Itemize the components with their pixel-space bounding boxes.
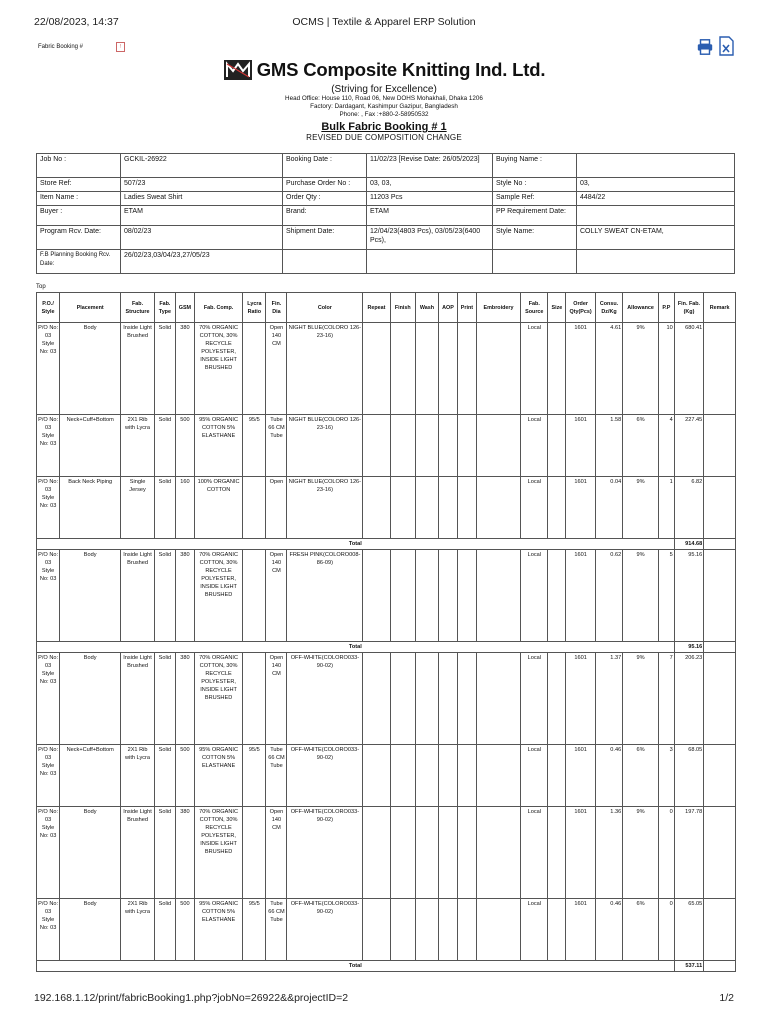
print-cell bbox=[457, 323, 476, 415]
wash-cell bbox=[415, 550, 438, 642]
fin-fab-cell: 206.23 bbox=[674, 653, 703, 745]
factory-address: Factory: Dardagant, Kashimpur Gazipur, Bangladesh bbox=[310, 103, 458, 110]
buying-name-value bbox=[577, 154, 735, 178]
repeat-cell bbox=[363, 653, 390, 745]
total-value: 537.11 bbox=[674, 961, 703, 972]
remark-cell bbox=[704, 477, 736, 539]
pp-requirement-label: PP Requirement Date: bbox=[493, 206, 577, 226]
fin-dia-cell: Tube 66 CM Tube bbox=[266, 745, 287, 807]
order-qty-cell: 1601 bbox=[566, 653, 595, 745]
store-ref-value: 507/23 bbox=[121, 178, 283, 192]
table-header-row bbox=[37, 293, 736, 323]
pp-cell: 3 bbox=[658, 745, 674, 807]
column-header: Lycra Ratio bbox=[243, 293, 266, 323]
phone-fax: Phone: , Fax :+880-2-58950532 bbox=[339, 111, 429, 118]
allowance-cell: 6% bbox=[623, 899, 659, 961]
gsm-cell: 380 bbox=[175, 323, 194, 415]
po-style-cell: P/O No: 03 Style No: 03 bbox=[37, 899, 60, 961]
fab-structure-cell: Inside Light Brushed bbox=[121, 323, 155, 415]
booking-date-value: 11/02/23 [Revise Date: 26/05/2023] bbox=[367, 154, 493, 178]
column-header: P.O./ Style bbox=[37, 293, 60, 323]
allowance-cell: 9% bbox=[623, 477, 659, 539]
repeat-cell bbox=[363, 745, 390, 807]
fab-source-cell: Local bbox=[521, 415, 548, 477]
buyer-value: ETAM bbox=[121, 206, 283, 226]
column-header: Finish bbox=[390, 293, 415, 323]
column-header: Fab. Structure bbox=[121, 293, 155, 323]
fb-planning-label: F.B Planning Booking Rcv. Date: bbox=[37, 250, 121, 274]
table-row bbox=[37, 899, 736, 961]
order-qty-cell: 1601 bbox=[566, 745, 595, 807]
aop-cell bbox=[439, 745, 458, 807]
print-cell bbox=[457, 415, 476, 477]
remark-cell bbox=[704, 653, 736, 745]
color-cell: NIGHT BLUE(COLORO 126-23-16) bbox=[287, 323, 363, 415]
item-name-label: Item Name : bbox=[37, 192, 121, 206]
style-no-label: Style No : bbox=[493, 178, 577, 192]
fin-dia-cell: Open bbox=[266, 477, 287, 539]
buying-name-label: Buying Name : bbox=[493, 154, 577, 178]
table-row bbox=[37, 807, 736, 899]
fab-structure-cell: 2X1 Rib with Lycra bbox=[121, 415, 155, 477]
empty-cell bbox=[283, 250, 367, 274]
column-header: GSM bbox=[175, 293, 194, 323]
print-cell bbox=[457, 653, 476, 745]
placement-cell: Neck+Cuff+Bottom bbox=[60, 745, 121, 807]
remark-cell bbox=[704, 745, 736, 807]
remark-cell bbox=[704, 961, 736, 972]
embroidery-cell bbox=[476, 807, 520, 899]
embroidery-cell bbox=[476, 745, 520, 807]
excel-icon[interactable] bbox=[718, 36, 734, 56]
finish-cell bbox=[390, 653, 415, 745]
wash-cell bbox=[415, 807, 438, 899]
program-rcv-label: Program Rcv. Date: bbox=[37, 226, 121, 250]
consumption-cell: 4.61 bbox=[595, 323, 622, 415]
repeat-cell bbox=[363, 899, 390, 961]
fab-source-cell: Local bbox=[521, 653, 548, 745]
fin-dia-cell: Open 140 CM bbox=[266, 807, 287, 899]
consumption-cell: 1.37 bbox=[595, 653, 622, 745]
fin-fab-cell: 95.16 bbox=[674, 550, 703, 642]
allowance-cell: 9% bbox=[623, 807, 659, 899]
table-row bbox=[37, 653, 736, 745]
gsm-cell: 500 bbox=[175, 899, 194, 961]
gsm-cell: 160 bbox=[175, 477, 194, 539]
column-header: AOP bbox=[439, 293, 458, 323]
po-style-cell: P/O No: 03 Style No: 03 bbox=[37, 415, 60, 477]
total-label: Total bbox=[37, 539, 675, 550]
total-label: Total bbox=[37, 642, 675, 653]
lycra-ratio-cell bbox=[243, 653, 266, 745]
store-ref-label: Store Ref: bbox=[37, 178, 121, 192]
repeat-cell bbox=[363, 323, 390, 415]
print-cell bbox=[457, 745, 476, 807]
fin-fab-cell: 65.05 bbox=[674, 899, 703, 961]
column-header: Size bbox=[548, 293, 566, 323]
shipment-date-label: Shipment Date: bbox=[283, 226, 367, 250]
aop-cell bbox=[439, 415, 458, 477]
consumption-cell: 1.58 bbox=[595, 415, 622, 477]
fab-type-cell: Solid bbox=[154, 415, 175, 477]
fab-source-cell: Local bbox=[521, 477, 548, 539]
column-header: Repeat bbox=[363, 293, 390, 323]
order-qty-cell: 1601 bbox=[566, 415, 595, 477]
embroidery-cell bbox=[476, 415, 520, 477]
column-header: Embroidery bbox=[476, 293, 520, 323]
consumption-cell: 0.46 bbox=[595, 899, 622, 961]
column-header: Fab. Type bbox=[154, 293, 175, 323]
finish-cell bbox=[390, 550, 415, 642]
repeat-cell bbox=[363, 415, 390, 477]
head-office-address: Head Office: House 110, Road 06, New DOHS Mohakhali, Dhaka 1206 bbox=[285, 95, 483, 102]
style-no-value: 03, bbox=[577, 178, 735, 192]
group-total-row bbox=[37, 539, 736, 550]
fab-type-cell: Solid bbox=[154, 323, 175, 415]
fin-fab-cell: 680.41 bbox=[674, 323, 703, 415]
size-cell bbox=[548, 653, 566, 745]
print-page-title: OCMS | Textile & Apparel ERP Solution bbox=[292, 16, 476, 28]
po-style-cell: P/O No: 03 Style No: 03 bbox=[37, 653, 60, 745]
po-style-cell: P/O No: 03 Style No: 03 bbox=[37, 807, 60, 899]
embroidery-cell bbox=[476, 477, 520, 539]
sample-ref-value: 4484/22 bbox=[577, 192, 735, 206]
column-header: Print bbox=[457, 293, 476, 323]
color-cell: FRESH PINK(COLORO008-86-09) bbox=[287, 550, 363, 642]
consumption-cell: 0.62 bbox=[595, 550, 622, 642]
remark-cell bbox=[704, 550, 736, 642]
size-cell bbox=[548, 807, 566, 899]
color-cell: OFF-WHITE(COLORO033-90-02) bbox=[287, 745, 363, 807]
brand-label: Brand: bbox=[283, 206, 367, 226]
column-header: Consu. Dz/Kg bbox=[595, 293, 622, 323]
fab-comp-cell: 100% ORGANIC COTTON bbox=[194, 477, 242, 539]
wash-cell bbox=[415, 653, 438, 745]
gsm-cell: 380 bbox=[175, 550, 194, 642]
print-page-number: 1/2 bbox=[719, 992, 734, 1004]
finish-cell bbox=[390, 415, 415, 477]
table-row bbox=[37, 745, 736, 807]
gsm-cell: 500 bbox=[175, 745, 194, 807]
booking-title: Bulk Fabric Booking # 1 bbox=[321, 121, 447, 133]
fab-type-cell: Solid bbox=[154, 745, 175, 807]
fin-dia-cell: Tube 66 CM Tube bbox=[266, 899, 287, 961]
column-header: P.P bbox=[658, 293, 674, 323]
aop-cell bbox=[439, 899, 458, 961]
fab-comp-cell: 70% ORGANIC COTTON, 30% RECYCLE POLYESTER, INSIDE LIGHT BRUSHED bbox=[194, 550, 242, 642]
aop-cell bbox=[439, 477, 458, 539]
consumption-cell: 1.36 bbox=[595, 807, 622, 899]
repeat-cell bbox=[363, 550, 390, 642]
placement-cell: Body bbox=[60, 807, 121, 899]
allowance-cell: 6% bbox=[623, 745, 659, 807]
pp-cell: 0 bbox=[658, 807, 674, 899]
remark-cell bbox=[704, 415, 736, 477]
color-cell: NIGHT BLUE(COLORO 126-23-16) bbox=[287, 415, 363, 477]
booking-info-table bbox=[36, 153, 735, 274]
color-cell: OFF-WHITE(COLORO033-90-02) bbox=[287, 653, 363, 745]
fab-source-cell: Local bbox=[521, 899, 548, 961]
company-header bbox=[0, 58, 768, 142]
fab-structure-cell: 2X1 Rib with Lycra bbox=[121, 745, 155, 807]
wash-cell bbox=[415, 477, 438, 539]
placement-cell: Neck+Cuff+Bottom bbox=[60, 415, 121, 477]
fin-dia-cell: Open 140 CM bbox=[266, 323, 287, 415]
po-style-cell: P/O No: 03 Style No: 03 bbox=[37, 745, 60, 807]
fin-dia-cell: Tube 66 CM Tube bbox=[266, 415, 287, 477]
finish-cell bbox=[390, 899, 415, 961]
pp-cell: 0 bbox=[658, 899, 674, 961]
fab-comp-cell: 70% ORGANIC COTTON, 30% RECYCLE POLYESTER, INSIDE LIGHT BRUSHED bbox=[194, 323, 242, 415]
po-no-value: 03, 03, bbox=[367, 178, 493, 192]
remark-cell bbox=[704, 899, 736, 961]
total-value: 95.16 bbox=[674, 642, 703, 653]
column-header: Order Qty(Pcs) bbox=[566, 293, 595, 323]
wash-cell bbox=[415, 899, 438, 961]
lycra-ratio-cell bbox=[243, 807, 266, 899]
lycra-ratio-cell bbox=[243, 550, 266, 642]
finish-cell bbox=[390, 477, 415, 539]
column-header: Fab. Comp. bbox=[194, 293, 242, 323]
po-style-cell: P/O No: 03 Style No: 03 bbox=[37, 550, 60, 642]
remark-cell bbox=[704, 807, 736, 899]
fab-comp-cell: 95% ORGANIC COTTON 5% ELASTHANE bbox=[194, 745, 242, 807]
size-cell bbox=[548, 899, 566, 961]
embroidery-cell bbox=[476, 899, 520, 961]
order-qty-cell: 1601 bbox=[566, 550, 595, 642]
repeat-cell bbox=[363, 477, 390, 539]
allowance-cell: 9% bbox=[623, 323, 659, 415]
size-cell bbox=[548, 323, 566, 415]
print-cell bbox=[457, 550, 476, 642]
print-cell bbox=[457, 807, 476, 899]
group-total-row bbox=[37, 642, 736, 653]
fab-comp-cell: 70% ORGANIC COTTON, 30% RECYCLE POLYESTER, INSIDE LIGHT BRUSHED bbox=[194, 807, 242, 899]
style-name-label: Style Name: bbox=[493, 226, 577, 250]
fab-source-cell: Local bbox=[521, 323, 548, 415]
column-header: Fab. Source bbox=[521, 293, 548, 323]
aop-cell bbox=[439, 323, 458, 415]
placement-cell: Body bbox=[60, 550, 121, 642]
fb-planning-value: 26/02/23,03/04/23,27/05/23 bbox=[121, 250, 283, 274]
aop-cell bbox=[439, 807, 458, 899]
print-cell bbox=[457, 899, 476, 961]
fab-comp-cell: 95% ORGANIC COTTON 5% ELASTHANE bbox=[194, 899, 242, 961]
gsm-cell: 500 bbox=[175, 415, 194, 477]
column-header: Wash bbox=[415, 293, 438, 323]
column-header: Placement bbox=[60, 293, 121, 323]
order-qty-cell: 1601 bbox=[566, 899, 595, 961]
placement-cell: Body bbox=[60, 323, 121, 415]
fab-structure-cell: Inside Light Brushed bbox=[121, 653, 155, 745]
allowance-cell: 6% bbox=[623, 415, 659, 477]
company-slogan: (Striving for Excellence) bbox=[331, 84, 437, 95]
booking-subtitle: REVISED DUE COMPOSITION CHANGE bbox=[306, 133, 462, 142]
po-style-cell: P/O No: 03 Style No: 03 bbox=[37, 477, 60, 539]
pp-cell: 1 bbox=[658, 477, 674, 539]
job-no-value: GCKIL-26922 bbox=[121, 154, 283, 178]
table-row bbox=[37, 415, 736, 477]
pp-cell: 10 bbox=[658, 323, 674, 415]
column-header: Remark bbox=[704, 293, 736, 323]
browser-print-header bbox=[0, 16, 768, 32]
order-qty-label: Order Qty : bbox=[283, 192, 367, 206]
sample-ref-label: Sample Ref: bbox=[493, 192, 577, 206]
order-qty-value: 11203 Pcs bbox=[367, 192, 493, 206]
fab-source-cell: Local bbox=[521, 550, 548, 642]
fab-source-cell: Local bbox=[521, 745, 548, 807]
finish-cell bbox=[390, 745, 415, 807]
aop-cell bbox=[439, 653, 458, 745]
fin-fab-cell: 6.82 bbox=[674, 477, 703, 539]
style-name-value: COLLY SWEAT CN-ETAM, bbox=[577, 226, 735, 250]
remark-cell bbox=[704, 642, 736, 653]
column-header: Color bbox=[287, 293, 363, 323]
total-value: 914.68 bbox=[674, 539, 703, 550]
fab-type-cell: Solid bbox=[154, 807, 175, 899]
brand-value: ETAM bbox=[367, 206, 493, 226]
fab-structure-cell: Single Jersey bbox=[121, 477, 155, 539]
fabric-items-table bbox=[36, 292, 736, 972]
finish-cell bbox=[390, 323, 415, 415]
placement-cell: Body bbox=[60, 899, 121, 961]
pp-cell: 4 bbox=[658, 415, 674, 477]
aop-cell bbox=[439, 550, 458, 642]
allowance-cell: 9% bbox=[623, 550, 659, 642]
embroidery-cell bbox=[476, 323, 520, 415]
size-cell bbox=[548, 415, 566, 477]
consumption-cell: 0.04 bbox=[595, 477, 622, 539]
fab-type-cell: Solid bbox=[154, 899, 175, 961]
fin-dia-cell: Open 140 CM bbox=[266, 550, 287, 642]
empty-cell bbox=[367, 250, 493, 274]
print-cell bbox=[457, 477, 476, 539]
fab-structure-cell: Inside Light Brushed bbox=[121, 807, 155, 899]
table-row bbox=[37, 323, 736, 415]
fin-fab-cell: 227.45 bbox=[674, 415, 703, 477]
lycra-ratio-cell: 95/5 bbox=[243, 415, 266, 477]
lycra-ratio-cell: 95/5 bbox=[243, 745, 266, 807]
color-cell: OFF-WHITE(COLORO033-90-02) bbox=[287, 807, 363, 899]
lycra-ratio-cell: 95/5 bbox=[243, 899, 266, 961]
fab-source-cell: Local bbox=[521, 807, 548, 899]
wash-cell bbox=[415, 323, 438, 415]
size-cell bbox=[548, 745, 566, 807]
po-style-cell: P/O No: 03 Style No: 03 bbox=[37, 323, 60, 415]
fab-type-cell: Solid bbox=[154, 653, 175, 745]
fin-dia-cell: Open 140 CM bbox=[266, 653, 287, 745]
company-logo-icon bbox=[223, 58, 253, 82]
embroidery-cell bbox=[476, 653, 520, 745]
group-total-row bbox=[37, 961, 736, 972]
column-header: Allowance bbox=[623, 293, 659, 323]
section-label: Top bbox=[36, 284, 46, 290]
print-url: 192.168.1.12/print/fabricBooking1.php?jobNo=26922&&projectID=2 bbox=[34, 992, 349, 1004]
embroidery-cell bbox=[476, 550, 520, 642]
po-no-label: Purchase Order No : bbox=[283, 178, 367, 192]
job-no-label: Job No : bbox=[37, 154, 121, 178]
repeat-cell bbox=[363, 807, 390, 899]
item-name-value: Ladies Sweat Shirt bbox=[121, 192, 283, 206]
print-datetime: 22/08/2023, 14:37 bbox=[34, 16, 119, 28]
gsm-cell: 380 bbox=[175, 807, 194, 899]
order-qty-cell: 1601 bbox=[566, 323, 595, 415]
placement-cell: Body bbox=[60, 653, 121, 745]
consumption-cell: 0.46 bbox=[595, 745, 622, 807]
placement-cell: Back Neck Piping bbox=[60, 477, 121, 539]
fab-structure-cell: 2X1 Rib with Lycra bbox=[121, 899, 155, 961]
finish-cell bbox=[390, 807, 415, 899]
remark-cell bbox=[704, 539, 736, 550]
fab-type-cell: Solid bbox=[154, 550, 175, 642]
lycra-ratio-cell bbox=[243, 323, 266, 415]
fab-comp-cell: 95% ORGANIC COTTON 5% ELASTHANE bbox=[194, 415, 242, 477]
wash-cell bbox=[415, 745, 438, 807]
empty-cell bbox=[577, 250, 735, 274]
shipment-date-value: 12/04/23(4803 Pcs), 03/05/23(6400 Pcs), bbox=[367, 226, 493, 250]
size-cell bbox=[548, 550, 566, 642]
color-cell: NIGHT BLUE(COLORO 126-23-16) bbox=[287, 477, 363, 539]
column-header: Fin. Fab. (Kg) bbox=[674, 293, 703, 323]
wash-cell bbox=[415, 415, 438, 477]
order-qty-cell: 1601 bbox=[566, 477, 595, 539]
empty-cell bbox=[493, 250, 577, 274]
pp-requirement-value bbox=[577, 206, 735, 226]
fin-fab-cell: 68.05 bbox=[674, 745, 703, 807]
table-row bbox=[37, 550, 736, 642]
column-header: Fin. Dia bbox=[266, 293, 287, 323]
order-qty-cell: 1601 bbox=[566, 807, 595, 899]
fab-comp-cell: 70% ORGANIC COTTON, 30% RECYCLE POLYESTER, INSIDE LIGHT BRUSHED bbox=[194, 653, 242, 745]
buyer-label: Buyer : bbox=[37, 206, 121, 226]
fabric-booking-input[interactable]: ! bbox=[116, 42, 125, 52]
allowance-cell: 9% bbox=[623, 653, 659, 745]
fab-structure-cell: Inside Light Brushed bbox=[121, 550, 155, 642]
company-name: GMS Composite Knitting Ind. Ltd. bbox=[256, 59, 546, 80]
size-cell bbox=[548, 477, 566, 539]
color-cell: OFF-WHITE(COLORO033-90-02) bbox=[287, 899, 363, 961]
gsm-cell: 380 bbox=[175, 653, 194, 745]
pp-cell: 7 bbox=[658, 653, 674, 745]
program-rcv-value: 08/02/23 bbox=[121, 226, 283, 250]
fabric-booking-label: Fabric Booking # bbox=[38, 44, 84, 50]
printer-icon[interactable] bbox=[696, 38, 714, 56]
pp-cell: 5 bbox=[658, 550, 674, 642]
table-row bbox=[37, 477, 736, 539]
booking-date-label: Booking Date : bbox=[283, 154, 367, 178]
remark-cell bbox=[704, 323, 736, 415]
lycra-ratio-cell bbox=[243, 477, 266, 539]
total-label: Total bbox=[37, 961, 675, 972]
fab-type-cell: Solid bbox=[154, 477, 175, 539]
fin-fab-cell: 197.78 bbox=[674, 807, 703, 899]
